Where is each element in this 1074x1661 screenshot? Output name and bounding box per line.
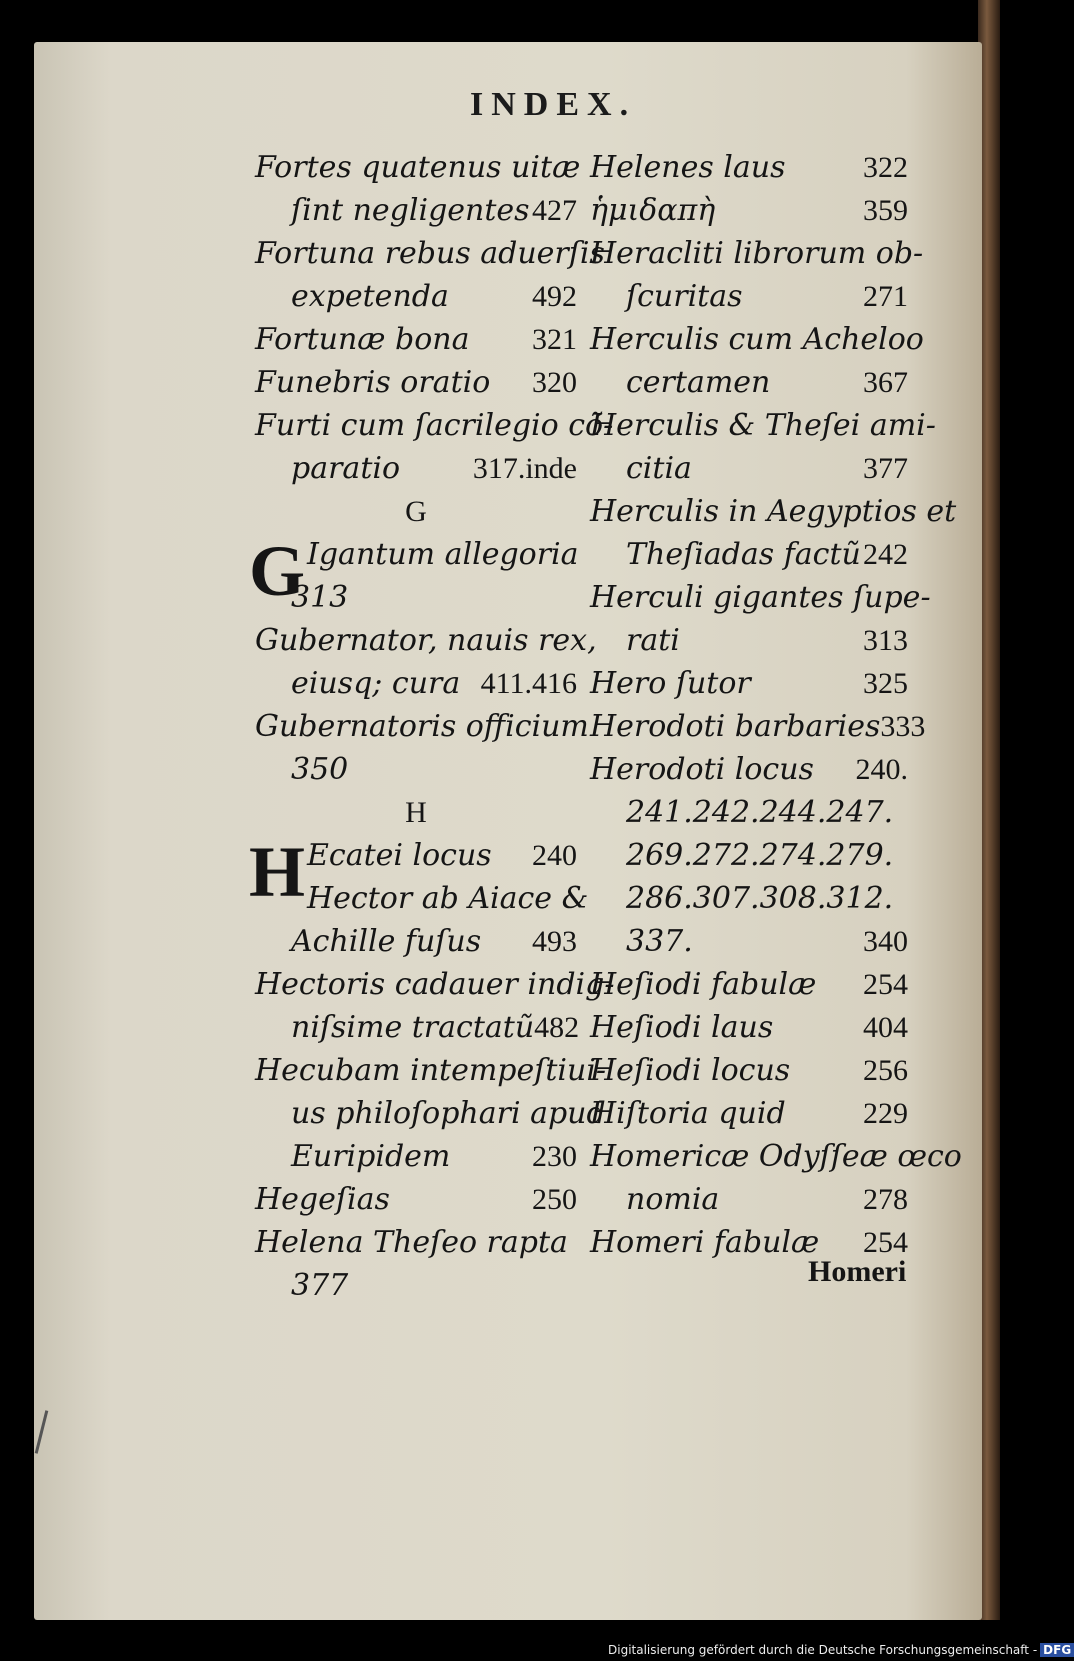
index-line xyxy=(590,447,908,490)
entry-text: rati xyxy=(626,623,680,658)
page-number: 340 xyxy=(863,925,908,958)
entry-text: Ecatei locus xyxy=(307,838,492,873)
entry-text: niſsime tractatũ xyxy=(291,1010,535,1045)
section-letter xyxy=(255,490,577,533)
index-line xyxy=(590,1092,908,1135)
entry-text: Funebris oratio xyxy=(255,365,491,400)
page-number: 254 xyxy=(863,968,908,1001)
entry-text: Fortes quatenus uitæ xyxy=(255,150,581,185)
page-number: 325 xyxy=(863,667,908,700)
entry-text: Herculis cum Acheloo xyxy=(590,322,924,357)
entry-text: us philoſophari apud xyxy=(291,1096,606,1131)
index-line xyxy=(255,1006,580,1049)
entry-text: nomia xyxy=(626,1182,720,1217)
entry-text: Heſiodi fabulæ xyxy=(590,967,817,1002)
index-line xyxy=(590,1049,908,1092)
page-number: 240 xyxy=(532,839,577,872)
entry-text: Gubernator, nauis rex, xyxy=(255,623,597,658)
index-line xyxy=(590,705,926,748)
page-number: 242 xyxy=(863,538,908,571)
index-line xyxy=(590,318,924,361)
entry-text: Achille fuſus xyxy=(291,924,482,959)
digitization-footer xyxy=(608,1643,1074,1657)
index-line xyxy=(590,1178,908,1221)
index-line xyxy=(255,275,577,318)
index-line xyxy=(590,576,931,619)
page-number: 359 xyxy=(863,194,908,227)
page-number: 333 xyxy=(880,710,926,743)
drop-cap: H xyxy=(249,832,306,912)
index-line xyxy=(590,361,908,404)
entry-text: 350 xyxy=(291,752,349,787)
index-line xyxy=(255,189,577,232)
index-line xyxy=(590,619,908,662)
index-line xyxy=(255,1178,577,1221)
index-line xyxy=(590,490,957,533)
index-line xyxy=(590,748,908,791)
index-line xyxy=(590,232,924,275)
index-line xyxy=(590,877,908,920)
index-line xyxy=(255,1049,607,1092)
index-line xyxy=(255,146,581,189)
page-number: 229 xyxy=(863,1097,908,1130)
entry-text: Herculis in Aegyptios et xyxy=(590,494,957,529)
index-line xyxy=(255,748,577,791)
catchword: Homeri xyxy=(808,1255,907,1288)
index-line xyxy=(590,189,908,232)
page-number: 250 xyxy=(532,1183,577,1216)
entry-text: Helenes laus xyxy=(590,150,786,185)
index-column-left xyxy=(249,146,615,1307)
page-number: 404 xyxy=(863,1011,908,1044)
entry-text: G xyxy=(405,495,427,528)
entry-text: Hero ſutor xyxy=(590,666,751,701)
entry-text: 269.272.274.279. xyxy=(626,838,894,873)
index-line xyxy=(255,1264,577,1307)
index-line xyxy=(255,963,615,1006)
entry-text: Hecubam intempeſtiui- xyxy=(255,1053,607,1088)
section-letter xyxy=(255,791,577,834)
index-line xyxy=(255,619,597,662)
page-number: 271 xyxy=(863,280,908,313)
entry-text: citia xyxy=(626,451,692,486)
page-number: 482 xyxy=(534,1011,580,1044)
index-line xyxy=(590,963,908,1006)
index-line xyxy=(255,920,577,963)
index-line xyxy=(590,146,908,189)
entry-text: 377 xyxy=(291,1268,349,1303)
entry-text: expetenda xyxy=(291,279,449,314)
entry-text: Hectoris cadauer indig- xyxy=(255,967,615,1002)
page-number: 313 xyxy=(863,624,908,657)
index-line xyxy=(590,791,908,834)
entry-text: 241.242.244.247. xyxy=(626,795,894,830)
entry-text: Hector ab Aiace & xyxy=(307,881,589,916)
page-number: 256 xyxy=(863,1054,908,1087)
index-line xyxy=(590,275,908,318)
entry-text: Helena Theſeo rapta xyxy=(255,1225,568,1260)
index-line xyxy=(590,920,908,963)
entry-text: 337. xyxy=(626,924,693,959)
entry-text: eiusq; cura xyxy=(291,666,461,701)
page-number: 492 xyxy=(532,280,577,313)
page-number: 493 xyxy=(532,925,577,958)
page-number: 317.inde xyxy=(472,452,577,485)
index-line xyxy=(590,1006,908,1049)
entry-text: Hiſtoria quid xyxy=(590,1096,786,1131)
entry-text: Herodoti locus xyxy=(590,752,814,787)
index-line xyxy=(255,1221,577,1264)
entry-text: ἡμιδαπὴ xyxy=(590,193,716,228)
page-number: 427 xyxy=(532,194,577,227)
index-line xyxy=(255,447,577,490)
entry-text: certamen xyxy=(626,365,771,400)
entry-text: Heſiodi laus xyxy=(590,1010,774,1045)
page-number: 320 xyxy=(532,366,577,399)
entry-text: Homericæ Odyſſeæ œco xyxy=(590,1139,962,1174)
page-number: 411.416 xyxy=(480,667,577,700)
entry-text: Homeri fabulæ xyxy=(590,1225,820,1260)
drop-cap: G xyxy=(249,531,306,611)
index-line xyxy=(255,1092,606,1135)
entry-text: paratio xyxy=(291,451,401,486)
entry-text: Furti cum ſacrilegio cõ- xyxy=(255,408,614,443)
index-line xyxy=(255,318,577,361)
index-line xyxy=(590,662,908,705)
page-number: 367 xyxy=(863,366,908,399)
page-number: 230 xyxy=(532,1140,577,1173)
page-number: 254 xyxy=(863,1226,908,1259)
index-line xyxy=(255,705,589,748)
entry-text: Herodoti barbaries xyxy=(590,709,881,744)
index-line xyxy=(590,533,908,576)
dfg-logo: DFG xyxy=(1040,1643,1074,1657)
entry-text: Euripidem xyxy=(291,1139,451,1174)
index-line xyxy=(255,662,577,705)
entry-text: Fortuna rebus aduerſis xyxy=(255,236,605,271)
entry-text: H xyxy=(405,796,427,829)
page-number: 377 xyxy=(863,452,908,485)
index-line xyxy=(255,361,577,404)
index-line xyxy=(590,404,936,447)
entry-text: 313 xyxy=(291,580,349,615)
entry-text: Heracliti librorum ob- xyxy=(590,236,924,271)
index-line xyxy=(590,834,908,877)
page-number: 321 xyxy=(532,323,577,356)
index-line xyxy=(255,232,605,275)
entry-text: Herculi gigantes ſupe- xyxy=(590,580,931,615)
running-head: INDEX. xyxy=(470,86,637,123)
entry-text: Hegeſias xyxy=(255,1182,390,1217)
entry-text: 286.307.308.312. xyxy=(626,881,894,916)
entry-text: ſint negligentes xyxy=(291,193,530,228)
index-column-right xyxy=(590,146,962,1264)
entry-text: Gubernatoris officium xyxy=(255,709,589,744)
entry-text: Igantum allegoria xyxy=(307,537,579,572)
entry-text: Heſiodi locus xyxy=(590,1053,791,1088)
index-line xyxy=(255,1135,577,1178)
page-number: 240. xyxy=(855,753,908,786)
entry-text: Theſiadas factũ xyxy=(626,537,861,572)
page-number: 322 xyxy=(863,151,908,184)
index-line xyxy=(590,1135,962,1178)
index-line xyxy=(255,404,614,447)
footer-text: Digitalisierung gefördert durch die Deutsche Forschungsgemeinschaft - xyxy=(608,1643,1038,1657)
entry-text: Herculis & Theſei ami- xyxy=(590,408,936,443)
page-number: 278 xyxy=(863,1183,908,1216)
entry-text: ſcuritas xyxy=(626,279,743,314)
entry-text: Fortunæ bona xyxy=(255,322,470,357)
